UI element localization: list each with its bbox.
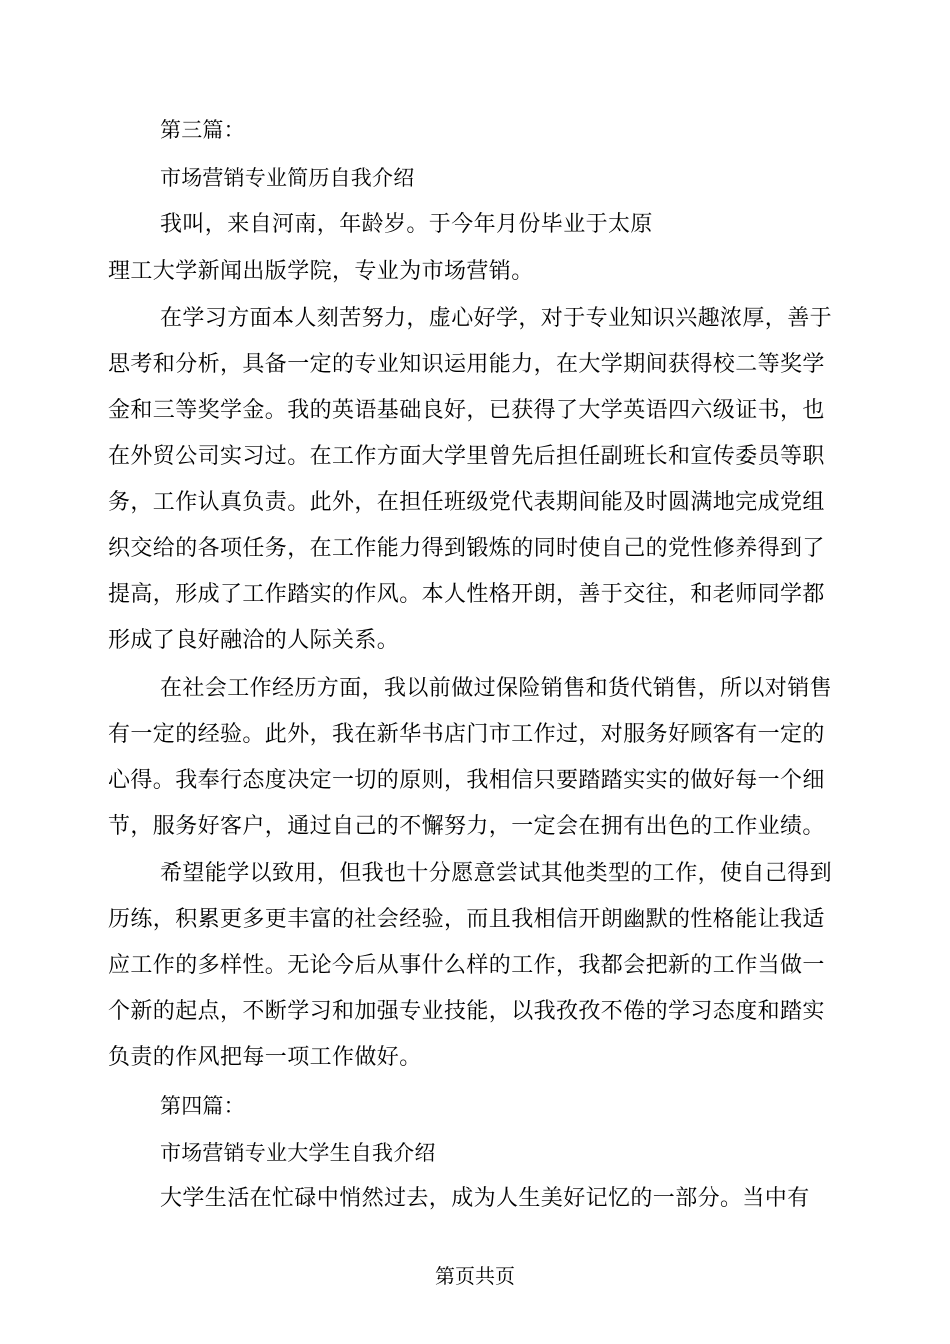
section-heading-3: 第三篇： [160,118,245,142]
section-heading-4: 第四篇： [160,1094,245,1118]
section-title-3: 市场营销专业简历自我介绍 [160,166,415,190]
paragraph-line: 织交给的各项任务，在工作能力得到锻炼的同时使自己的党性修养得到了 [108,536,825,561]
paragraph-line: 有一定的经验。此外，我在新华书店门市工作过，对服务好顾客有一定的 [108,722,825,747]
paragraph-line: 负责的作风把每一项工作做好。 [108,1045,422,1070]
paragraph-line: 希望能学以致用，但我也十分愿意尝试其他类型的工作，使自己得到 [160,861,833,886]
paragraph-line: 在学习方面本人刻苦努力，虚心好学，对于专业知识兴趣浓厚，善于 [160,306,833,331]
paragraph-line: 提高，形成了工作踏实的作风。本人性格开朗，善于交往，和老师同学都 [108,582,825,607]
paragraph-line: 形成了良好融洽的人际关系。 [108,628,400,653]
section-title-4: 市场营销专业大学生自我介绍 [160,1141,436,1165]
paragraph-line: 我叫，来自河南，年龄岁。于今年月份毕业于太原 [160,212,653,237]
page-footer: 第页共页 [435,1264,515,1288]
paragraph-line: 金和三等奖学金。我的英语基础良好，已获得了大学英语四六级证书，也 [108,398,825,423]
paragraph-line: 个新的起点，不断学习和加强专业技能，以我孜孜不倦的学习态度和踏实 [108,999,825,1024]
paragraph-line: 大学生活在忙碌中悄然过去，成为人生美好记忆的一部分。当中有 [160,1186,810,1211]
paragraph-line: 思考和分析，具备一定的专业知识运用能力，在大学期间获得校二等奖学 [108,352,825,377]
paragraph-line: 理工大学新闻出版学院，专业为市场营销。 [108,259,534,284]
paragraph-line: 心得。我奉行态度决定一切的原则，我相信只要踏踏实实的做好每一个细 [108,768,825,793]
paragraph-line: 在外贸公司实习过。在工作方面大学里曾先后担任副班长和宣传委员等职 [108,444,825,469]
paragraph-line: 在社会工作经历方面，我以前做过保险销售和货代销售，所以对销售 [160,676,833,701]
paragraph-line: 务，工作认真负责。此外，在担任班级党代表期间能及时圆满地完成党组 [108,490,825,515]
paragraph-line: 历练，积累更多更丰富的社会经验，而且我相信开朗幽默的性格能让我适 [108,907,825,932]
paragraph-line: 节，服务好客户，通过自己的不懈努力，一定会在拥有出色的工作业绩。 [108,814,825,839]
paragraph-line: 应工作的多样性。无论今后从事什么样的工作，我都会把新的工作当做一 [108,953,825,978]
